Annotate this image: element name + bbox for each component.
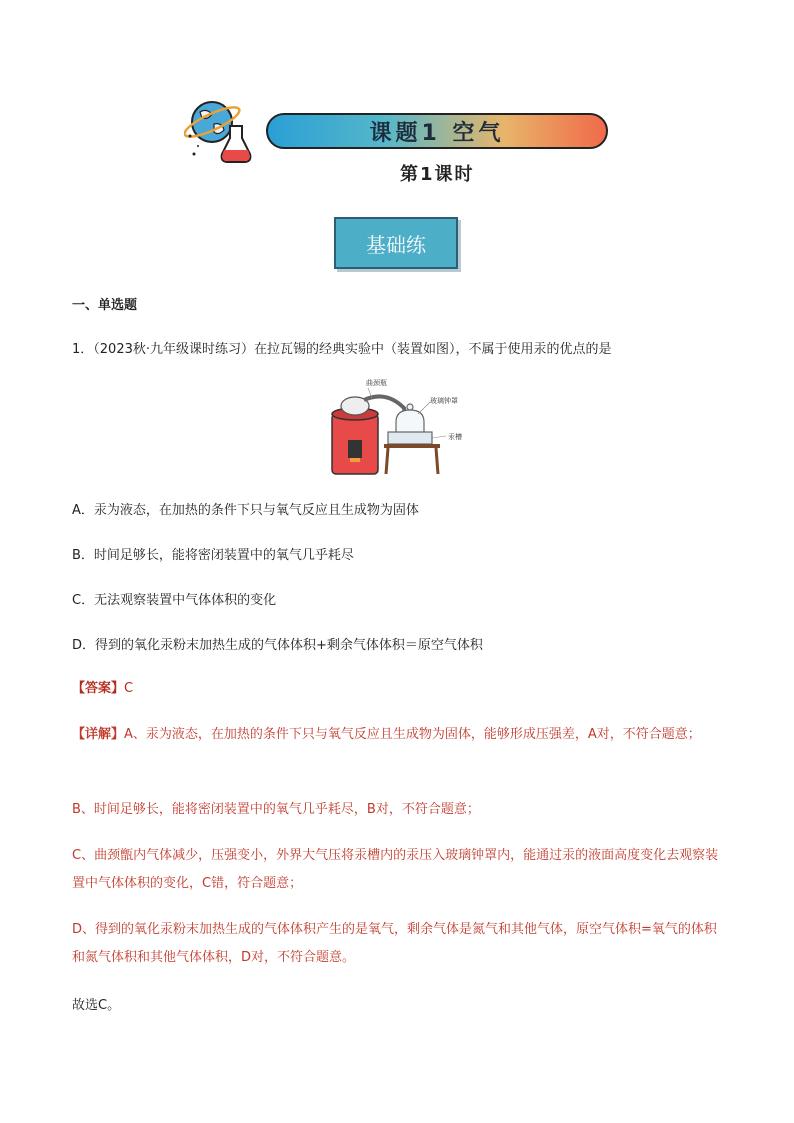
title-banner xyxy=(266,113,608,149)
level-badge-label: 基础练 xyxy=(366,232,426,257)
level-badge xyxy=(334,217,458,269)
option-b: B．时间足够长，能将密闭装置中的氧气几乎耗尽 xyxy=(72,548,354,563)
lesson-subtitle: 第1课时 xyxy=(400,164,475,185)
answer-label: 【答案】 xyxy=(72,681,125,696)
answer-value: C xyxy=(124,681,134,696)
figure-label-bell: 玻璃钟罩 xyxy=(430,397,458,405)
section-heading: 一、单选题 xyxy=(72,298,138,313)
detail-b: B、时间足够长，能将密闭装置中的氧气几乎耗尽，B对，不符合题意； xyxy=(72,802,480,817)
figure-label-trough: 汞槽 xyxy=(448,433,462,441)
answer-line xyxy=(72,679,133,699)
option-c: C．无法观察装置中气体体积的变化 xyxy=(72,593,277,608)
option-a: A．汞为液态，在加热的条件下只与氧气反应且生成物为固体 xyxy=(72,503,419,518)
science-logo-icon xyxy=(184,96,260,168)
question-stem: 1．（2023秋·九年级课时练习）在拉瓦锡的经典实验中（装置如图），不属于使用汞的优点的是 xyxy=(72,342,612,357)
detail-d: D、得到的氧化汞粉末加热生成的气体体积产生的是氧气，剩余气体是氮气和其他气体，原空气体积=氧气的体积和氮气体积和其他气体体积，D对，不符合题意。 xyxy=(72,922,717,965)
lavoisier-apparatus-figure xyxy=(326,378,476,478)
detail-label: 【详解】 xyxy=(72,727,125,742)
option-d: D．得到的氧化汞粉末加热生成的气体体积+剩余气体体积＝原空气体积 xyxy=(72,638,483,653)
page-title: 课题1 空气 xyxy=(369,120,505,146)
conclusion: 故选C。 xyxy=(72,998,121,1013)
figure-label-flask: 曲颈瓶 xyxy=(366,379,387,387)
detail-a xyxy=(72,721,726,749)
detail-c: C、曲颈甑内气体减少，压强变小，外界大气压将汞槽内的汞压入玻璃钟罩内，能通过汞的液面高度变化去观察装置中气体体积的变化，C错，符合题意； xyxy=(72,848,719,891)
detail-a-text: A、汞为液态，在加热的条件下只与氧气反应且生成物为固体，能够形成压强差，A对，不符合题意； xyxy=(124,727,701,742)
